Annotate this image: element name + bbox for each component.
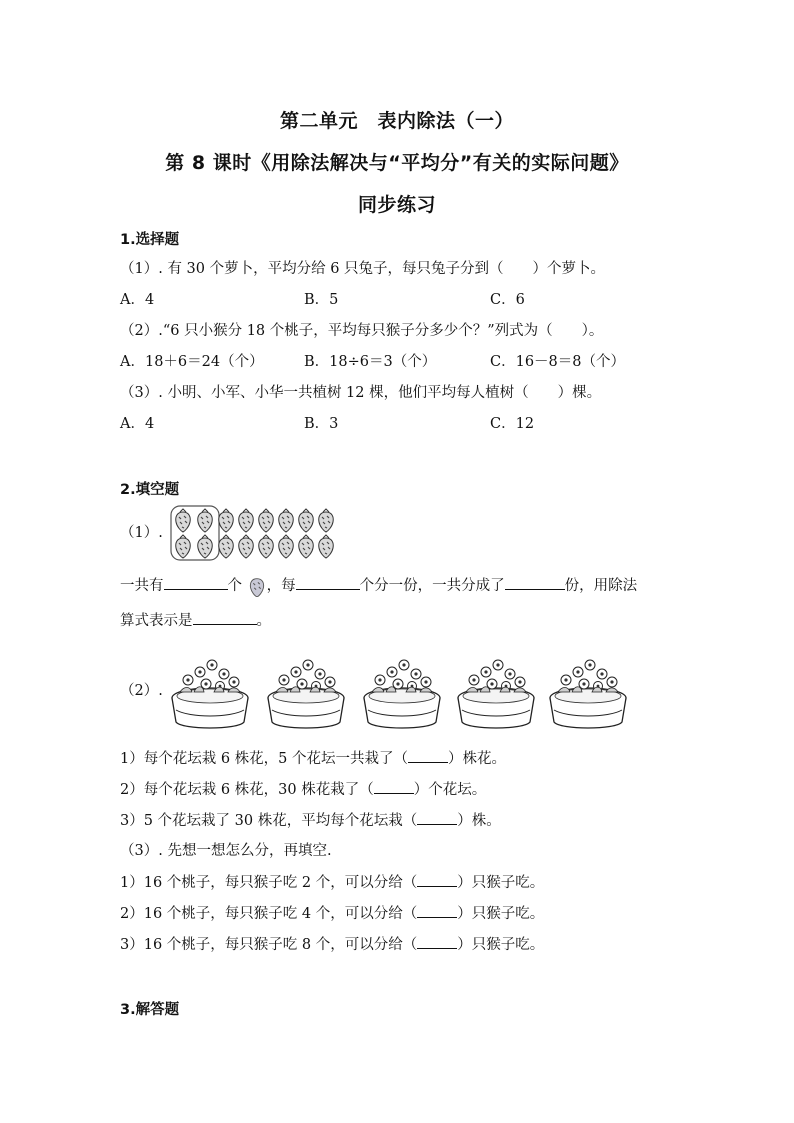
flower-beds-illustration xyxy=(168,650,650,732)
choice-q3-option-c: C．12 xyxy=(490,416,535,432)
fill-q1-sentence-cont xyxy=(120,611,271,631)
choice-q2-option-a: A．18＋6＝24（个） xyxy=(120,354,264,370)
fill-q2-line1-end: ）株花。 xyxy=(448,751,507,767)
choice-q3-option-a: A．4 xyxy=(120,416,155,432)
fill-q1-blank-total[interactable] xyxy=(164,589,228,590)
choice-q1-text: （1）. 有 30 个萝卜，平均分给 6 只兔子，每只兔子分到（ ）个萝卜。 xyxy=(120,261,606,277)
lesson-title: 第 8 课时《用除法解决与“平均分”有关的实际问题》 xyxy=(165,152,629,174)
section-fill-label: 2.填空题 xyxy=(120,482,180,498)
fill-q1-text-part3: ，每 xyxy=(266,578,296,594)
choice-q3-text: （3）. 小明、小军、小华一共植树 12 棵，他们平均每人植树（ ）棵。 xyxy=(120,385,602,401)
fill-q2-line3-text: 3）5 个花坛栽了 30 株花，平均每个花坛栽（ xyxy=(120,813,418,829)
fill-q2-line3-end: ）株。 xyxy=(457,813,501,829)
fill-q2-number: （2）. xyxy=(120,683,163,699)
choice-q1-option-c: C．6 xyxy=(490,292,525,308)
choice-q1-option-a: A．4 xyxy=(120,292,155,308)
fill-q3-line2 xyxy=(120,903,544,924)
fill-q3-blank1[interactable] xyxy=(417,872,457,887)
fill-q2-line2-text: 2）每个花坛栽 6 株花，30 株花栽了（ xyxy=(120,782,374,798)
section-choice-label: 1.选择题 xyxy=(120,232,180,248)
fill-q1-text-part7: 。 xyxy=(256,613,271,629)
exercise-title: 同步练习 xyxy=(357,194,436,216)
fill-q1-blank-equation[interactable] xyxy=(193,624,257,625)
fill-q3-line2-text: 2）16 个桃子，每只猴子吃 4 个，可以分给（ xyxy=(120,906,418,922)
small-strawberry-icon xyxy=(247,575,267,597)
fill-q1-text-part5: 份，用除法 xyxy=(564,578,638,594)
fill-q1-number: （1）. xyxy=(120,525,163,541)
fill-q2-line2-end: ）个花坛。 xyxy=(413,782,487,798)
fill-q2-line3 xyxy=(120,810,501,831)
fill-q3-line3-text: 3）16 个桃子，每只猴子吃 8 个，可以分给（ xyxy=(120,937,418,953)
fill-q1-blank-parts[interactable] xyxy=(505,589,565,590)
fill-q2-line1-text: 1）每个花坛栽 6 株花，5 个花坛一共栽了（ xyxy=(120,751,409,767)
choice-q3-option-b: B．3 xyxy=(304,416,339,432)
fill-q3-line3 xyxy=(120,934,544,955)
choice-q2-option-b: B．18÷6＝3（个） xyxy=(304,354,437,370)
fill-q2-line1 xyxy=(120,748,506,769)
fill-q1-blank-group[interactable] xyxy=(296,589,360,590)
section-answer-label: 3.解答题 xyxy=(120,1002,180,1018)
fill-q3-intro: （3）. 先想一想怎么分，再填空. xyxy=(120,843,332,859)
fill-q2-blank1[interactable] xyxy=(408,748,448,763)
fill-q2-blank3[interactable] xyxy=(417,810,457,825)
fill-q2-blank2[interactable] xyxy=(374,779,414,794)
choice-q1-option-b: B．5 xyxy=(304,292,339,308)
fill-q1-text-part2: 个 xyxy=(227,578,242,594)
fill-q1-text-part4: 个分一份，一共分成了 xyxy=(359,578,505,594)
fill-q3-line1 xyxy=(120,872,544,893)
fill-q1-text-part6: 算式表示是 xyxy=(120,613,193,629)
choice-q2-text: （2）.“6 只小猴分 18 个桃子，平均每只猴子分多少个？”列式为（ ）。 xyxy=(120,323,604,339)
fill-q2-line2 xyxy=(120,779,486,800)
fill-q3-line3-end: ）只猴子吃。 xyxy=(457,937,545,953)
fill-q3-blank3[interactable] xyxy=(417,934,457,949)
fill-q1-text-part1: 一共有 xyxy=(120,578,164,594)
unit-title: 第二单元 表内除法（一） xyxy=(279,110,514,132)
fill-q3-blank2[interactable] xyxy=(417,903,457,918)
choice-q2-option-c: C．16－8＝8（个） xyxy=(490,354,625,370)
fill-q3-line1-end: ）只猴子吃。 xyxy=(457,875,545,891)
fill-q3-line2-end: ）只猴子吃。 xyxy=(457,906,545,922)
fill-q3-line1-text: 1）16 个桃子，每只猴子吃 2 个，可以分给（ xyxy=(120,875,418,891)
fill-q1-sentence xyxy=(120,575,637,597)
strawberry-grid-illustration xyxy=(170,505,342,561)
